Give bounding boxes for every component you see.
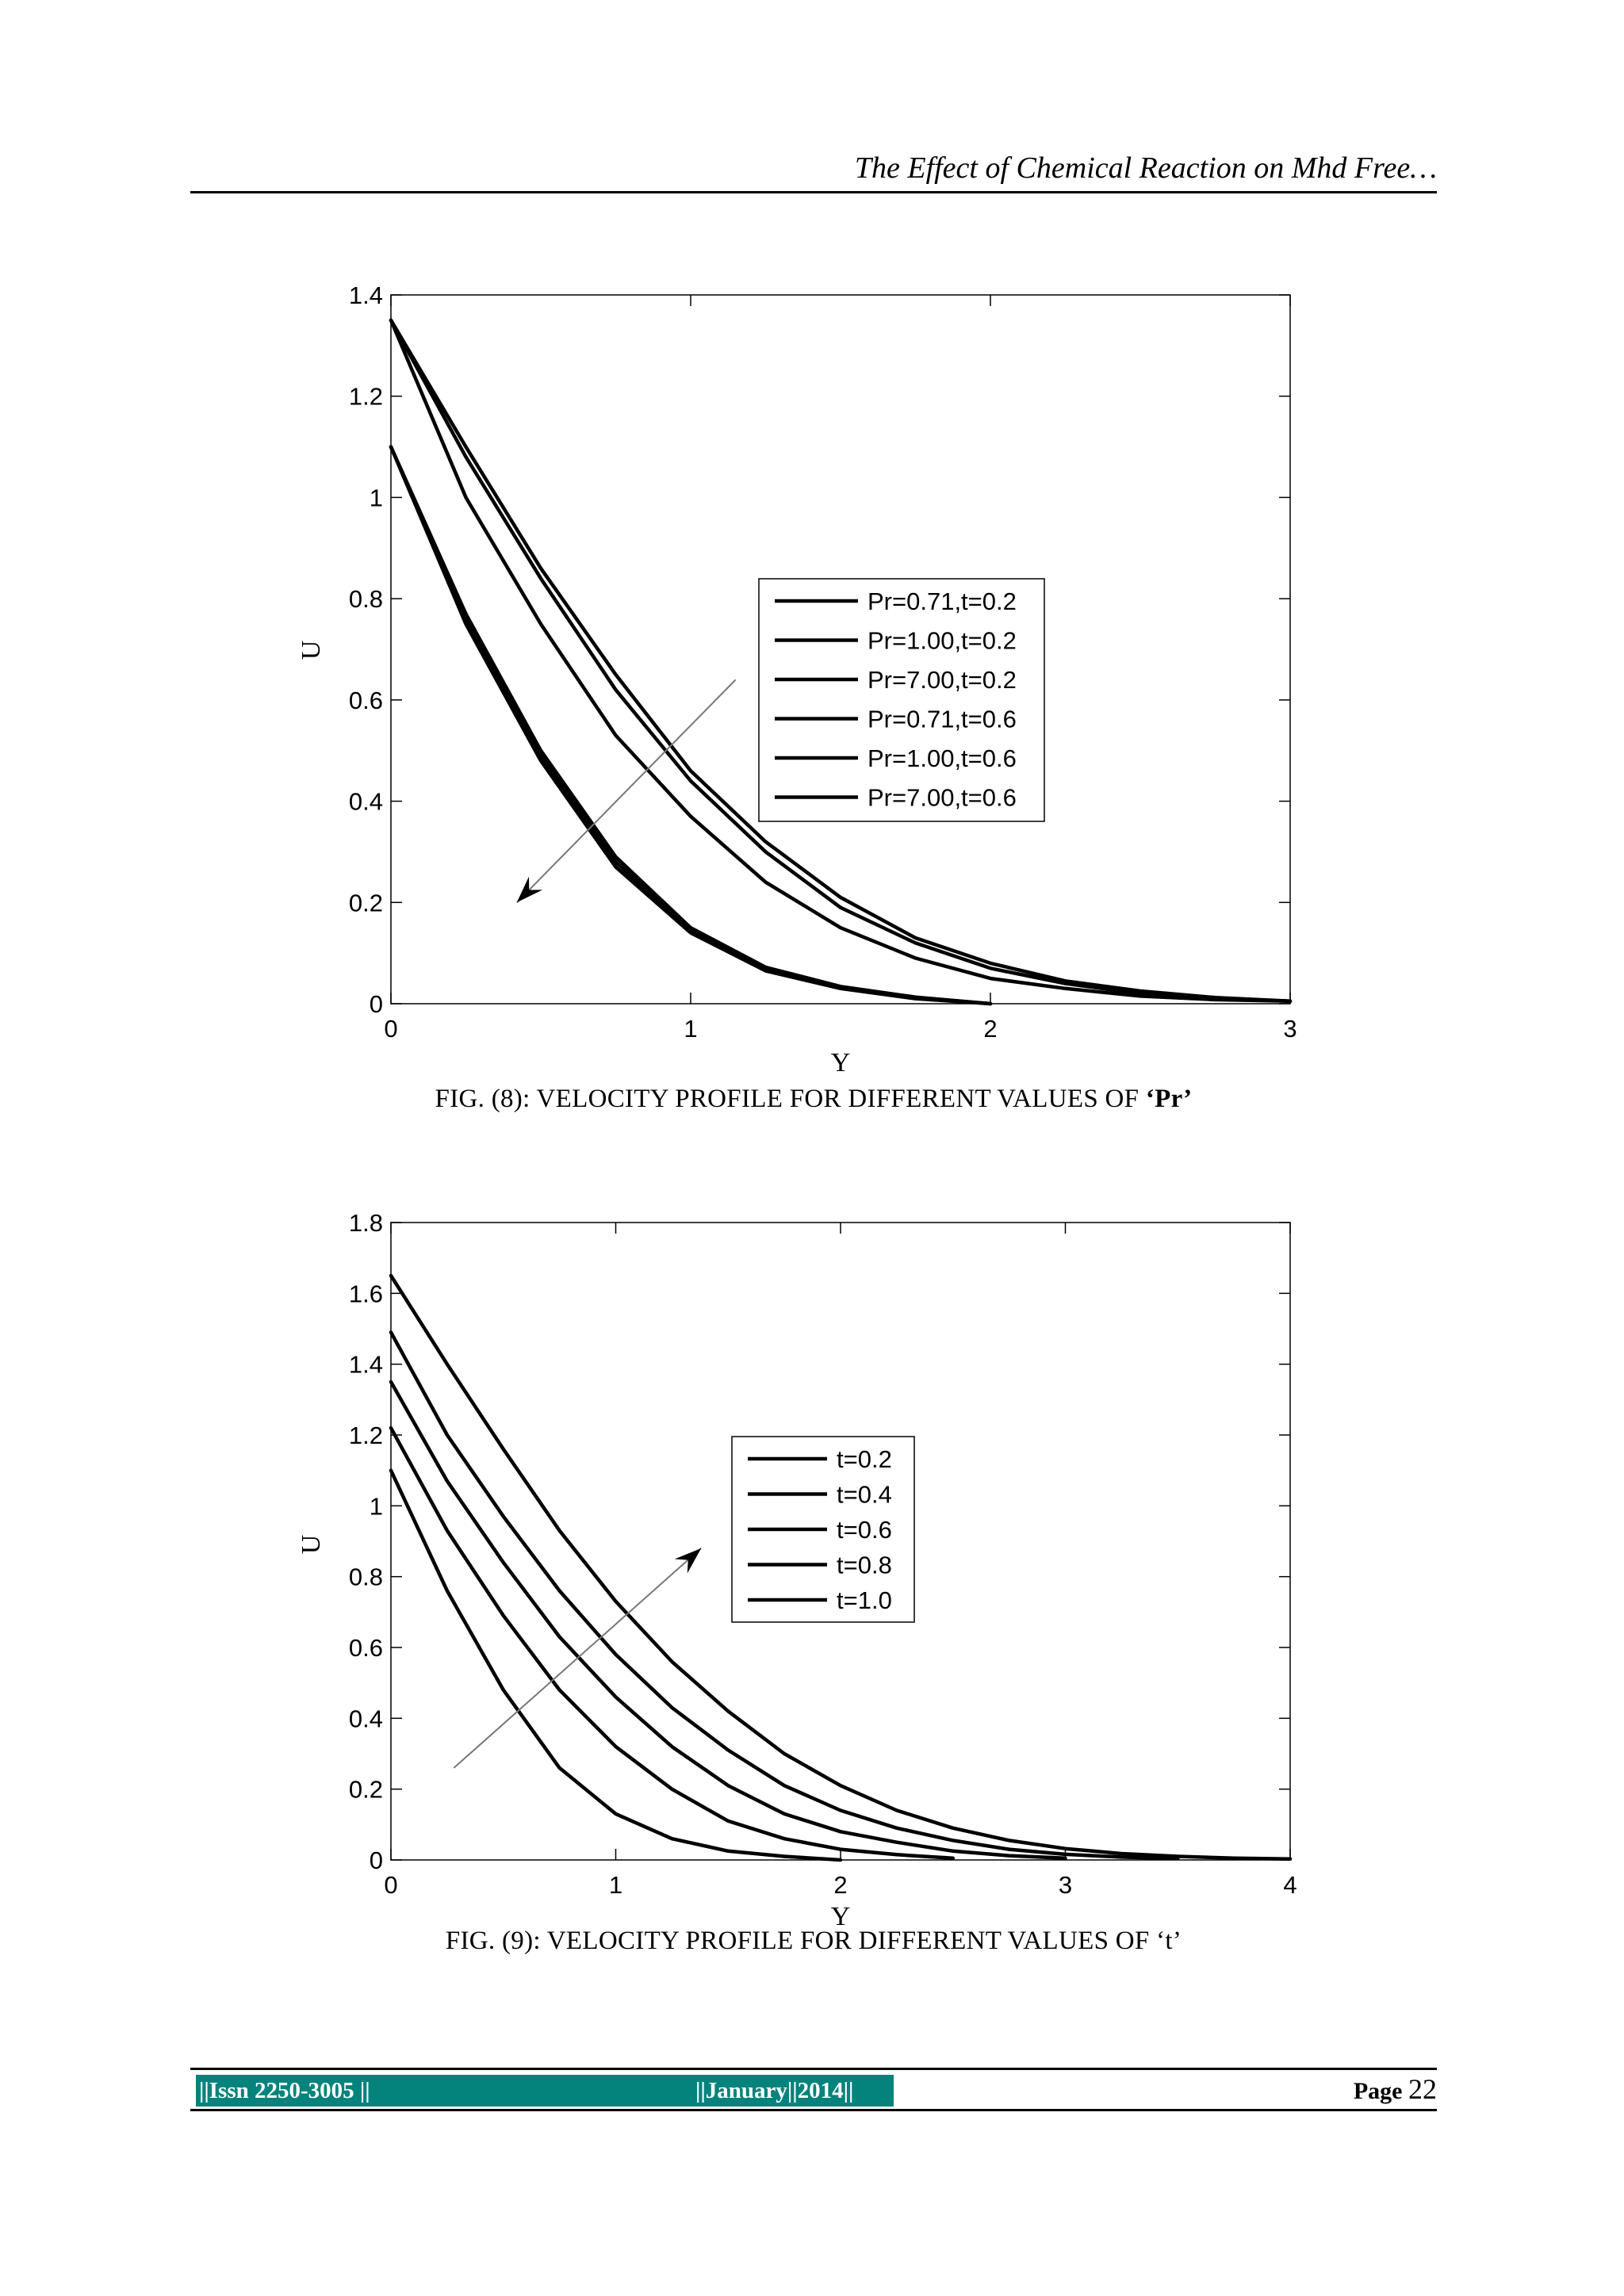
- fig8-x-tick-label: 0: [384, 1015, 398, 1043]
- fig8-y-tick-label: 0.8: [348, 585, 383, 614]
- fig8-y-axis-label: U: [297, 640, 326, 660]
- fig9-y-tick-label: 1.4: [348, 1350, 383, 1379]
- fig9-y-tick-label: 0.2: [348, 1775, 383, 1804]
- figure-9-caption: [190, 1927, 1437, 1956]
- fig9-arrow-line: [454, 1548, 701, 1768]
- fig9-series-line-3: [391, 1382, 1066, 1858]
- footer-page: [1354, 2072, 1437, 2106]
- fig9-legend-label-3: t=0.6: [837, 1516, 892, 1544]
- fig9-x-tick-label: 1: [608, 1871, 623, 1899]
- fig9-x-tick-label: 0: [384, 1871, 398, 1899]
- fig8-x-axis-label: Y: [830, 1048, 851, 1077]
- fig8-legend-label-4: Pr=0.71,t=0.6: [868, 705, 1017, 733]
- fig8-x-tick-label: 1: [684, 1015, 698, 1043]
- fig9-y-tick-label: 1.8: [348, 1209, 383, 1237]
- fig8-legend-label-6: Pr=7.00,t=0.6: [868, 783, 1017, 812]
- fig9-y-tick-label: 1.2: [348, 1422, 383, 1449]
- fig9-legend-label-4: t=0.8: [837, 1551, 892, 1579]
- fig9-x-tick-label: 3: [1058, 1871, 1073, 1899]
- footer-page-number: 22: [1408, 2073, 1437, 2105]
- footer-rule-top: [190, 2068, 1437, 2070]
- figure-9-caption-text: FIG. (9): VELOCITY PROFILE FOR DIFFERENT VALUES OF ‘t’: [445, 1927, 1182, 1955]
- footer-page-label: Page: [1353, 2078, 1403, 2104]
- fig8-x-tick-label: 3: [1283, 1015, 1297, 1043]
- fig8-y-tick-label: 1.2: [348, 382, 383, 411]
- fig8-y-tick-label: 1: [369, 484, 383, 512]
- fig9-x-tick-label: 4: [1283, 1871, 1297, 1899]
- fig9-legend-label-5: t=1.0: [837, 1586, 892, 1614]
- fig9-y-tick-label: 1.6: [348, 1280, 383, 1308]
- running-title: The Effect of Chemical Reaction on Mhd Free…: [854, 151, 1437, 185]
- fig9-y-tick-label: 0: [369, 1846, 383, 1874]
- fig8-y-tick-label: 0: [369, 990, 383, 1018]
- fig8-y-tick-label: 1.4: [348, 281, 383, 309]
- fig9-y-tick-label: 0.8: [348, 1563, 383, 1591]
- footer-rule-bottom: [190, 2109, 1437, 2111]
- fig8-y-tick-label: 0.2: [348, 889, 383, 917]
- fig9-x-tick-label: 2: [833, 1871, 848, 1899]
- footer-bar: [196, 2075, 894, 2107]
- fig9-y-axis-label: U: [297, 1534, 326, 1555]
- footer-date: ||January||2014||: [695, 2078, 854, 2103]
- fig8-legend-label-2: Pr=1.00,t=0.2: [868, 626, 1017, 655]
- fig9-x-axis-label: Y: [830, 1902, 851, 1931]
- footer-issn: ||Issn 2250-3005 ||: [199, 2078, 370, 2103]
- fig8-legend-label-1: Pr=0.71,t=0.2: [868, 587, 1017, 615]
- fig8-y-tick-label: 0.4: [348, 787, 383, 816]
- fig9-y-tick-label: 0.4: [348, 1705, 383, 1733]
- figure-8-caption-text: FIG. (8): VELOCITY PROFILE FOR DIFFERENT VALUES OF: [435, 1085, 1146, 1113]
- fig9-legend-label-1: t=0.2: [837, 1445, 892, 1473]
- fig8-y-tick-label: 0.6: [348, 686, 383, 714]
- fig8-x-tick-label: 2: [983, 1015, 998, 1043]
- fig9-y-tick-label: 1: [369, 1492, 383, 1521]
- fig8-legend-label-5: Pr=1.00,t=0.6: [868, 744, 1017, 772]
- fig9-legend-label-2: t=0.4: [837, 1480, 892, 1509]
- figure-8-caption-bold: ‘Pr’: [1145, 1085, 1193, 1113]
- fig8-legend-label-3: Pr=7.00,t=0.2: [868, 666, 1017, 694]
- fig9-y-tick-label: 0.6: [348, 1634, 383, 1662]
